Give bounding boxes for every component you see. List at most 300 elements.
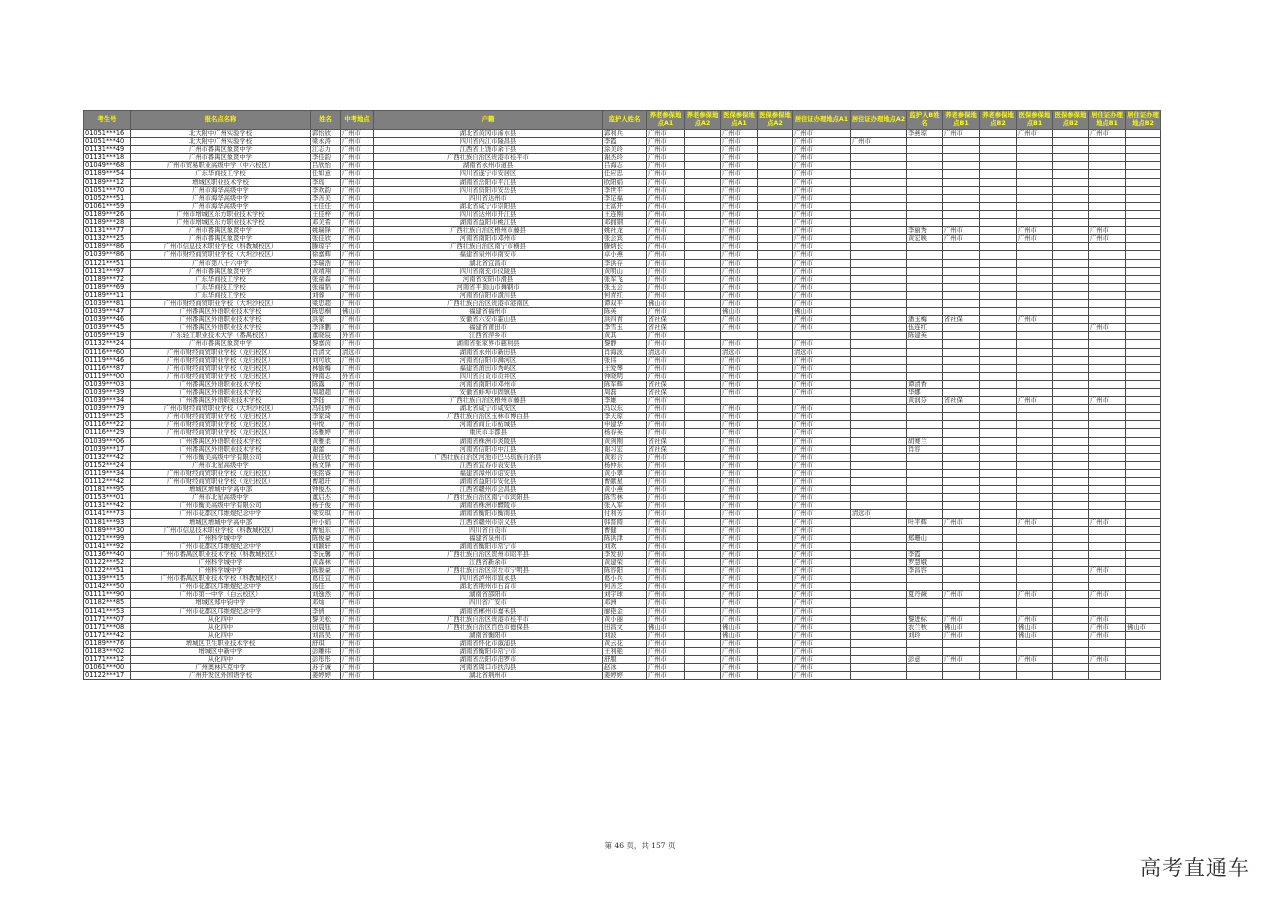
table-cell: 福建省福州市 (374, 308, 603, 316)
table-cell: 广州番禺区外语职业技术学校 (131, 316, 311, 324)
table-cell (1126, 413, 1161, 421)
table-cell: 广州市花都区邝维煜纪念中学 (131, 542, 311, 550)
table-cell: 广州市 (793, 631, 851, 639)
table-cell: 李洪存 (603, 259, 647, 267)
table-row (84, 364, 1161, 372)
table-row (84, 389, 1161, 397)
table-cell: 王佳梓 (311, 210, 341, 218)
table-cell (685, 283, 721, 291)
table-cell: 广州市 (341, 607, 374, 615)
table-cell: 广州市财经商贸职业学校（龙归校区） (131, 421, 311, 429)
table-cell: 广州市财经商贸职业学校（龙归校区） (131, 348, 311, 356)
table-cell (758, 599, 793, 607)
table-cell (943, 494, 980, 502)
table-cell (1089, 639, 1126, 647)
table-cell: 广州市财经商贸职业学校（龙归校区） (131, 429, 311, 437)
table-cell: 广州市财经商贸职业学校（大坦沙校区） (131, 405, 311, 413)
table-cell: 广州科学城中学 (131, 558, 311, 566)
table-cell: 广州市 (793, 421, 851, 429)
table-cell: 广州市 (341, 235, 374, 243)
table-cell (851, 413, 907, 421)
table-cell: 广州科学城中学 (131, 534, 311, 542)
table-cell (685, 186, 721, 194)
table-cell: 广州市番禺区象贤中学 (131, 146, 311, 154)
table-cell: 增城区增城中学高中部 (131, 486, 311, 494)
table-cell: 广州市 (647, 567, 685, 575)
table-cell (1053, 405, 1089, 413)
table-cell (1126, 664, 1161, 672)
table-cell (980, 299, 1017, 307)
table-cell (1089, 364, 1126, 372)
table-cell (1053, 243, 1089, 251)
table-row (84, 146, 1161, 154)
table-cell: 黄森林 (311, 558, 341, 566)
table-cell (851, 599, 907, 607)
table-cell (980, 372, 1017, 380)
table-cell (907, 526, 943, 534)
table-cell: 广州市 (341, 453, 374, 461)
table-cell: 郑珊山 (907, 534, 943, 542)
table-cell: 01059***19 (84, 332, 131, 340)
table-cell (1053, 558, 1089, 566)
table-cell (1126, 607, 1161, 615)
column-header: 医保参保地点B1 (1017, 111, 1053, 130)
table-cell: 广州市 (793, 219, 851, 227)
table-cell (685, 469, 721, 477)
table-cell (1126, 251, 1161, 259)
table-row (84, 648, 1161, 656)
table-cell: 广州市 (721, 210, 758, 218)
table-cell (907, 138, 943, 146)
table-cell: 郭怡欣 (311, 130, 341, 138)
table-cell: 肖容 (907, 445, 943, 453)
table-row (84, 299, 1161, 307)
table-cell: 广州市 (793, 478, 851, 486)
table-cell: 01119***25 (84, 413, 131, 421)
table-cell (758, 348, 793, 356)
table-cell (758, 372, 793, 380)
column-header: 居住证办理地点B2 (1126, 111, 1161, 130)
table-cell: 广州市 (793, 275, 851, 283)
table-cell (907, 648, 943, 656)
table-row (84, 550, 1161, 558)
table-row (84, 575, 1161, 583)
table-cell: 湖南省衡阳市常宁市 (374, 648, 603, 656)
table-cell: 广州市 (1017, 227, 1053, 235)
table-cell: 杨春英 (603, 429, 647, 437)
table-cell: 广西壮族自治区梧州市藤县 (374, 227, 603, 235)
table-cell (851, 210, 907, 218)
table-cell: 广州市 (721, 162, 758, 170)
table-cell (1053, 170, 1089, 178)
table-cell (685, 623, 721, 631)
table-cell: 董晓宸 (311, 332, 341, 340)
table-cell (1126, 364, 1161, 372)
table-cell (1053, 308, 1089, 316)
table-cell: 广州市 (793, 299, 851, 307)
table-cell: 何善芝 (603, 583, 647, 591)
table-cell (1053, 607, 1089, 615)
table-cell (758, 243, 793, 251)
table-cell (685, 170, 721, 178)
table-cell: 广州市 (341, 421, 374, 429)
table-cell (721, 397, 758, 405)
table-cell (943, 243, 980, 251)
table-cell: 张伟 (603, 356, 647, 364)
table-cell (1089, 267, 1126, 275)
table-cell (1089, 162, 1126, 170)
table-cell: 广州市 (793, 356, 851, 364)
table-cell (685, 202, 721, 210)
table-cell (1017, 380, 1053, 388)
table-cell: 李雪玉 (603, 324, 647, 332)
table-cell (907, 478, 943, 486)
table-cell (980, 558, 1017, 566)
table-cell (758, 210, 793, 218)
table-cell (1089, 502, 1126, 510)
table-cell: 广州市 (793, 227, 851, 235)
table-cell: 福建省泉州市 (374, 534, 603, 542)
column-header: 养老参保地点A2 (685, 111, 721, 130)
table-cell (980, 631, 1017, 639)
table-cell: 四川省自贡市 (374, 526, 603, 534)
table-cell: 广州市 (341, 202, 374, 210)
table-cell (685, 291, 721, 299)
table-cell (685, 243, 721, 251)
table-cell: 杨仲东 (603, 461, 647, 469)
table-cell (1089, 478, 1126, 486)
table-cell (1126, 324, 1161, 332)
table-cell (851, 478, 907, 486)
table-cell (1126, 429, 1161, 437)
table-cell: 01039***45 (84, 324, 131, 332)
table-cell: 江志力 (311, 146, 341, 154)
table-cell (907, 405, 943, 413)
table-cell (1126, 316, 1161, 324)
table-cell (1089, 186, 1126, 194)
table-cell: 广州市北星高级中学 (131, 494, 311, 502)
table-cell (685, 299, 721, 307)
table-cell (907, 202, 943, 210)
table-cell (1126, 162, 1161, 170)
table-cell: 广州市 (647, 364, 685, 372)
table-cell: 福建省漳州市诏安县 (374, 469, 603, 477)
table-cell (851, 372, 907, 380)
table-cell (851, 356, 907, 364)
table-cell (685, 558, 721, 566)
table-cell: 广州市 (793, 648, 851, 656)
table-cell (685, 656, 721, 664)
table-cell (980, 219, 1017, 227)
table-cell (1126, 534, 1161, 542)
table-cell: 01121***99 (84, 534, 131, 542)
table-cell: 01181***95 (84, 486, 131, 494)
table-cell (851, 316, 907, 324)
table-cell (1089, 356, 1126, 364)
table-cell: 广州市 (721, 405, 758, 413)
table-cell: 佛山市 (943, 623, 980, 631)
table-cell: 广州市 (647, 615, 685, 623)
table-row (84, 591, 1161, 599)
table-cell: 广州市 (341, 219, 374, 227)
table-cell (758, 639, 793, 647)
table-cell (1089, 210, 1126, 218)
table-cell (1089, 461, 1126, 469)
table-cell (685, 267, 721, 275)
table-cell (1126, 267, 1161, 275)
table-cell (851, 324, 907, 332)
table-cell (1053, 219, 1089, 227)
table-cell: 刘欢 (603, 542, 647, 550)
table-cell (685, 130, 721, 138)
table-cell: 广州市 (647, 283, 685, 291)
table-cell: 陈露 (311, 380, 341, 388)
table-row (84, 453, 1161, 461)
table-cell: 重庆市丰都县 (374, 429, 603, 437)
table-cell: 刘逸然 (311, 591, 341, 599)
table-cell: 黄小翠 (603, 469, 647, 477)
table-cell (685, 162, 721, 170)
table-cell: 黄靖翔 (311, 267, 341, 275)
table-row (84, 478, 1161, 486)
table-cell (1053, 186, 1089, 194)
table-row (84, 194, 1161, 202)
table-cell: 从化四中 (131, 615, 311, 623)
table-cell: 从化四中 (131, 631, 311, 639)
column-header: 居住证办理地点A1 (793, 111, 851, 130)
table-cell (1089, 405, 1126, 413)
table-cell (980, 445, 1017, 453)
table-cell (907, 672, 943, 680)
table-cell: 广州番禺区外语职业技术学校 (131, 324, 311, 332)
table-cell (1089, 372, 1126, 380)
table-cell (758, 162, 793, 170)
table-cell (943, 170, 980, 178)
table-cell: 01039***79 (84, 405, 131, 413)
table-cell (980, 526, 1017, 534)
table-cell (1017, 445, 1053, 453)
table-cell: 肖海波 (603, 348, 647, 356)
table-cell (980, 380, 1017, 388)
table-cell (1017, 437, 1053, 445)
table-cell: 佛山市 (793, 308, 851, 316)
table-cell: 01052***51 (84, 194, 131, 202)
table-cell: 广州市 (793, 583, 851, 591)
table-row (84, 316, 1161, 324)
table-cell: 01116***22 (84, 421, 131, 429)
table-cell: 广州市 (341, 324, 374, 332)
table-cell: 省社保 (647, 445, 685, 453)
table-cell (1089, 251, 1126, 259)
table-cell (1126, 583, 1161, 591)
table-cell (1126, 259, 1161, 267)
table-cell (1017, 291, 1053, 299)
table-cell (943, 194, 980, 202)
table-cell: 广州市 (793, 591, 851, 599)
table-cell: 广州市 (721, 267, 758, 275)
table-cell: 01132***25 (84, 235, 131, 243)
table-cell: 广州市 (793, 138, 851, 146)
table-cell (685, 413, 721, 421)
table-cell: 广州奥林匹克中学 (131, 664, 311, 672)
table-cell (685, 308, 721, 316)
table-cell (907, 259, 943, 267)
table-cell: 刘玲 (907, 631, 943, 639)
table-cell: 广州市 (647, 607, 685, 615)
table-cell: 广州市 (793, 486, 851, 494)
table-cell: 广州市 (647, 518, 685, 526)
table-cell (943, 599, 980, 607)
table-cell (980, 421, 1017, 429)
table-row (84, 130, 1161, 138)
table-cell: 广州市 (341, 227, 374, 235)
table-cell (758, 421, 793, 429)
table-cell: 省社保 (647, 324, 685, 332)
table-cell (907, 599, 943, 607)
table-row (84, 607, 1161, 615)
table-cell: 河南省南阳市邓州市 (374, 380, 603, 388)
table-cell: 01189***12 (84, 178, 131, 186)
table-cell: 广州市 (793, 259, 851, 267)
table-cell: 福建省泉州市南安市 (374, 251, 603, 259)
table-cell (943, 219, 980, 227)
column-header: 考生号 (84, 111, 131, 130)
table-cell: 江西省上饶市余干县 (374, 146, 603, 154)
table-cell (1089, 583, 1126, 591)
table-cell (685, 356, 721, 364)
table-cell (1089, 380, 1126, 388)
table-cell: 广州市 (341, 389, 374, 397)
table-cell: 广州科学城中学 (131, 567, 311, 575)
table-cell: 李天琼 (603, 413, 647, 421)
table-cell: 广州市财经商贸职业学校（龙归校区） (131, 364, 311, 372)
table-cell (685, 607, 721, 615)
table-cell: 谭清香 (907, 380, 943, 388)
table-cell (1126, 567, 1161, 575)
table-cell (1053, 672, 1089, 680)
table-cell: 广州市 (647, 130, 685, 138)
table-cell (685, 478, 721, 486)
table-cell (943, 299, 980, 307)
table-cell: 广州市 (647, 219, 685, 227)
table-cell: 广州市贸易职业高级中学（中六校区） (131, 162, 311, 170)
table-cell (1126, 421, 1161, 429)
table-cell: 广州市 (721, 324, 758, 332)
table-cell (1053, 494, 1089, 502)
table-cell (851, 445, 907, 453)
table-cell: 广州市 (647, 397, 685, 405)
table-cell (1017, 575, 1053, 583)
table-cell: 广州市 (721, 478, 758, 486)
table-cell (851, 631, 907, 639)
table-cell (1053, 575, 1089, 583)
table-row (84, 461, 1161, 469)
table-cell (1089, 348, 1126, 356)
table-cell: 广州市 (793, 526, 851, 534)
table-cell (851, 299, 907, 307)
table-cell: 01141***73 (84, 510, 131, 518)
table-cell (907, 372, 943, 380)
table-cell: 01119***34 (84, 469, 131, 477)
table-cell (685, 453, 721, 461)
table-cell (1053, 510, 1089, 518)
table-cell (1089, 558, 1126, 566)
table-cell: 01131***18 (84, 154, 131, 162)
table-cell (1017, 243, 1053, 251)
table-cell (943, 672, 980, 680)
table-cell: 湖北省黄冈市浠水县 (374, 130, 603, 138)
table-row (84, 518, 1161, 526)
table-cell: 广州番禺区外语职业技术学校 (131, 380, 311, 388)
table-cell (851, 486, 907, 494)
table-cell (685, 364, 721, 372)
table-cell (1126, 194, 1161, 202)
table-cell: 广州市 (341, 526, 374, 534)
table-row (84, 429, 1161, 437)
table-cell: 申悦 (311, 421, 341, 429)
table-cell (758, 478, 793, 486)
table-cell: 广西壮族自治区河池市巴马瑶族自治县 (374, 453, 603, 461)
table-cell (685, 324, 721, 332)
table-cell: 佛山市 (1017, 631, 1053, 639)
table-cell: 广州市 (341, 138, 374, 146)
table-cell: 董启杰 (311, 494, 341, 502)
table-cell: 广东轻工职业技术大学（番禺校区） (131, 332, 311, 340)
table-cell: 梁安琪 (311, 510, 341, 518)
table-cell (851, 227, 907, 235)
table-cell: 杨文锋 (311, 461, 341, 469)
table-cell: 广州市 (341, 558, 374, 566)
table-cell (980, 389, 1017, 397)
table-cell (980, 227, 1017, 235)
column-header: 姓名 (311, 111, 341, 130)
table-cell (1017, 502, 1053, 510)
table-row (84, 405, 1161, 413)
table-cell (1017, 210, 1053, 218)
table-cell: 从化四中 (131, 656, 311, 664)
table-cell: 01121***51 (84, 259, 131, 267)
table-cell: 01131***77 (84, 227, 131, 235)
table-cell (907, 542, 943, 550)
table-cell: 广州市 (721, 227, 758, 235)
table-cell: 广州市 (721, 510, 758, 518)
table-cell: 广州市 (793, 364, 851, 372)
table-cell: 01039***39 (84, 389, 131, 397)
table-cell (758, 437, 793, 445)
table-cell (1053, 469, 1089, 477)
table-cell (758, 510, 793, 518)
table-cell: 广州市 (341, 405, 374, 413)
table-cell: 广州市 (721, 356, 758, 364)
column-header: 医保参保地点A1 (721, 111, 758, 130)
table-cell: 广州市 (341, 510, 374, 518)
table-cell: 广州市 (1017, 316, 1053, 324)
table-cell: 广州市 (793, 243, 851, 251)
table-cell: 四川省内江市隆昌县 (374, 138, 603, 146)
table-cell (1089, 299, 1126, 307)
table-cell (1053, 623, 1089, 631)
table-cell: 彭雕纬 (311, 648, 341, 656)
table-cell (758, 332, 793, 340)
table-cell (685, 615, 721, 623)
table-cell (1126, 348, 1161, 356)
table-cell: 广州市财经商贸职业学校（龙归校区） (131, 413, 311, 421)
table-cell (1126, 469, 1161, 477)
table-cell (851, 518, 907, 526)
table-cell (758, 469, 793, 477)
table-cell: 01122***17 (84, 672, 131, 680)
table-cell (943, 283, 980, 291)
